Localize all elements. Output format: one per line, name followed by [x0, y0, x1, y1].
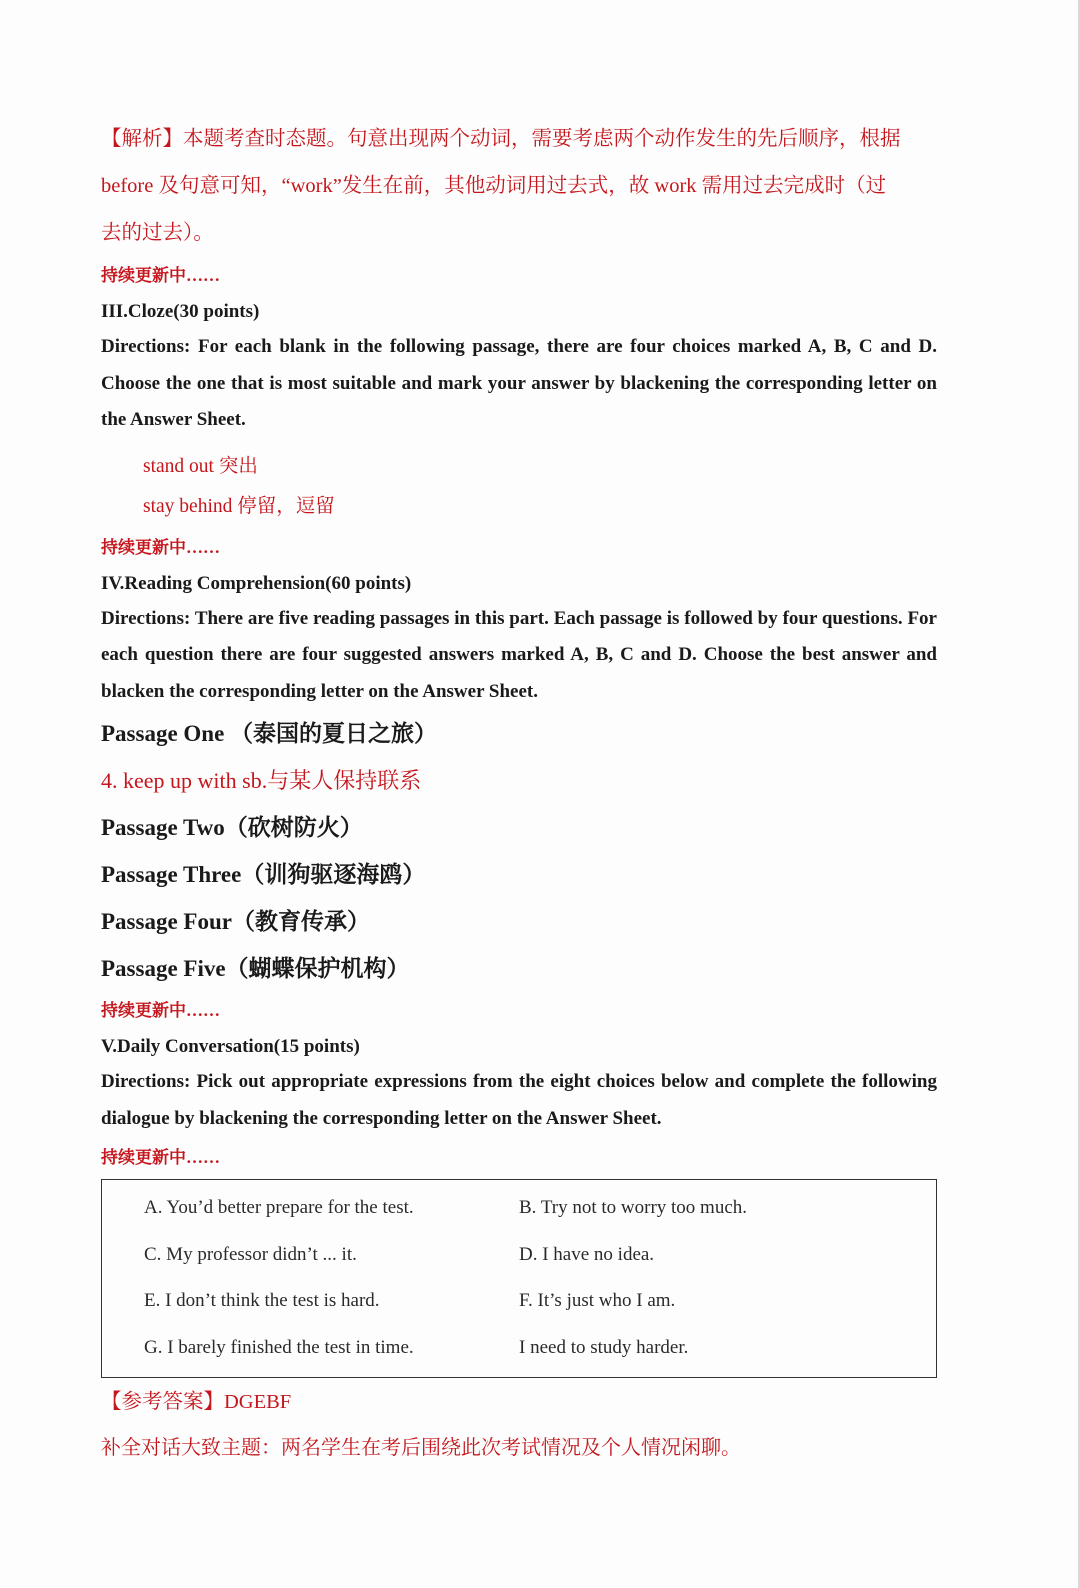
passage-four: Passage Four（教育传承）: [101, 909, 370, 934]
updating-label: 持续更新中……: [101, 537, 220, 557]
analysis-line: 去的过去）。: [101, 222, 214, 244]
passage-two: Passage Two（砍树防火）: [101, 815, 363, 840]
reading-title: IV.Reading Comprehension(60 points): [101, 572, 412, 594]
cloze-title: III.Cloze(30 points): [101, 301, 260, 322]
phrase-note: 4. keep up with sb.与某人保持联系: [101, 768, 422, 793]
cloze-vocab: [101, 447, 937, 527]
conversation-title: V.Daily Conversation(15 points): [101, 1036, 360, 1057]
conversation-summary: 补全对话大致主题：两名学生在考后围绕此次考试情况及个人情况闲聊。: [101, 1437, 741, 1459]
updating-label: 持续更新中……: [101, 1148, 220, 1167]
passage-one: Passage One （泰国的夏日之旅）: [101, 721, 438, 746]
analysis-block: [101, 116, 937, 257]
choice-a: A. You’d better prepare for the test.: [144, 1197, 414, 1218]
choice-c: C. My professor didn’t ... it.: [144, 1243, 357, 1265]
choice-e: E. I don’t think the test is hard.: [144, 1290, 380, 1311]
choice-b: B. Try not to worry too much.: [519, 1197, 748, 1218]
reading-directions: Directions: There are five reading passages in this part. Each passage is followed by four questions. For each question there are four suggested answers marked A, B, C and D. Choose the best answer and blacken the corresponding letter on the Answer Sheet.: [101, 607, 937, 702]
updating-label: 持续更新中……: [101, 266, 220, 285]
choice-g: G. I barely finished the test in time.: [144, 1336, 414, 1358]
page-content: [101, 116, 937, 1470]
choice-h: I need to study harder.: [519, 1336, 689, 1358]
reference-answer: 【参考答案】DGEBF: [101, 1391, 292, 1413]
updating-label: 持续更新中……: [101, 1001, 220, 1020]
analysis-line: 【解析】本题考查时态题。句意出现两个动词，需要考虑两个动作发生的先后顺序，根据: [101, 128, 901, 150]
vocab-item: stand out 突出: [143, 455, 258, 477]
passage-five: Passage Five（蝴蝶保护机构）: [101, 956, 410, 981]
conversation-directions: Directions: Pick out appropriate expressions from the eight choices below and complete the following dialogue by blackening the corresponding letter on the Answer Sheet.: [101, 1071, 937, 1129]
choice-f: F. It’s just who I am.: [519, 1290, 676, 1311]
passage-three: Passage Three（训狗驱逐海鸥）: [101, 862, 426, 887]
cloze-directions: Directions: For each blank in the following passage, there are four choices marked A, B, C and D. Choose the one that is most suitable and mark your answer by blackening the corresponding letter on the Answer Sheet.: [101, 336, 937, 430]
analysis-line: before 及句意可知，“work”发生在前，其他动词用过去式，故 work 需用过去完成时（过: [101, 175, 887, 197]
vocab-item: stay behind 停留，逗留: [143, 495, 335, 517]
choice-d: D. I have no idea.: [519, 1243, 655, 1265]
choices-box: [101, 1179, 937, 1378]
